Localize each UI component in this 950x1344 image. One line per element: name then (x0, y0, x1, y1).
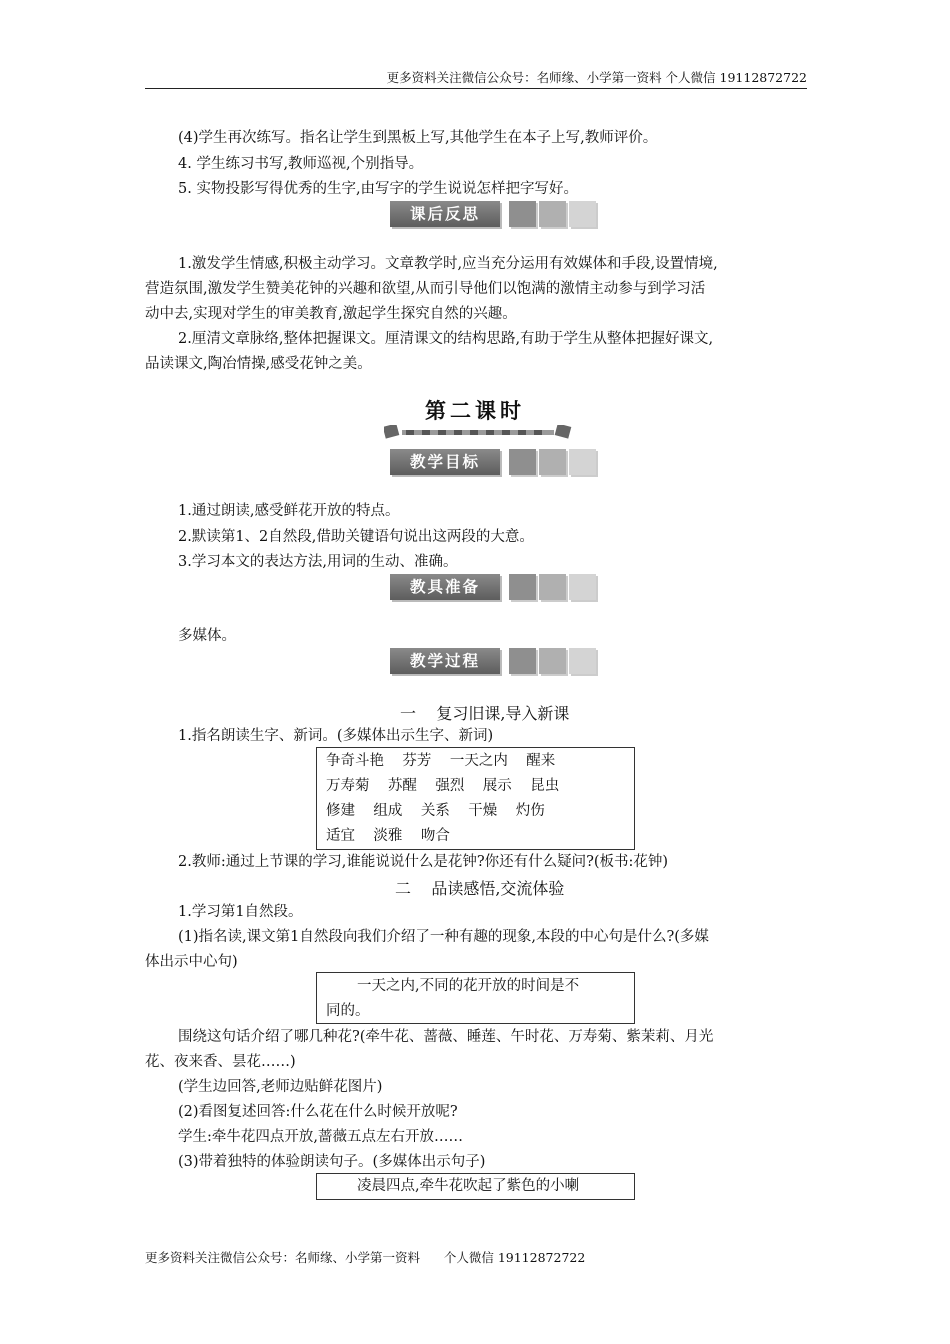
text-line: 1.指名朗读生字、新词。(多媒体出示生字、新词) (178, 728, 494, 744)
text-line: 营造氛围,激发学生赞美花钟的兴趣和欲望,从而引导他们以饱满的激情主动参与到学习活 (145, 281, 706, 297)
banner-goals (390, 449, 596, 475)
text-line: 花、夜来香、昙花……) (145, 1054, 296, 1070)
vocab-row: 争奇斗艳 芬芳 一天之内 醒来 (326, 753, 556, 769)
section-title: 一 复习旧课,导入新课 (400, 704, 570, 723)
banner-square (509, 648, 536, 674)
center-sentence-box (316, 972, 635, 1024)
vocab-row: 修建 组成 关系 干燥 灼伤 (326, 803, 545, 819)
banner-square (509, 574, 536, 600)
text-line: (2)看图复述回答:什么花在什么时候开放呢? (178, 1104, 458, 1120)
text-line: 体出示中心句) (145, 954, 238, 970)
banner-square (539, 574, 566, 600)
header-text: 更多资料关注微信公众号：名师缘、小学第一资料 个人微信 19112872722 (386, 70, 807, 85)
text-line: (3)带着独特的体验朗读句子。(多媒体出示句子) (178, 1154, 486, 1170)
text-line: 1.学习第1自然段。 (178, 904, 303, 920)
box-text: 凌晨四点,牵牛花吹起了紫色的小喇 (357, 1178, 580, 1194)
text-line: (学生边回答,老师边贴鲜花图片) (178, 1079, 383, 1095)
banner-process (390, 648, 596, 674)
vocab-row: 万寿菊 苏醒 强烈 展示 昆虫 (326, 778, 560, 794)
text-line: 2.默读第1、2自然段,借助关键语句说出这两段的大意。 (178, 529, 534, 545)
text-line: (4)学生再次练写。指名让学生到黑板上写,其他学生在本子上写,教师评价。 (178, 130, 658, 146)
title-decoration (384, 425, 572, 439)
vocab-box (316, 747, 635, 850)
text-line: 学生:牵牛花四点开放,蔷薇五点左右开放…… (178, 1129, 463, 1145)
banner-square (569, 648, 596, 674)
text-line: (1)指名读,课文第1自然段向我们介绍了一种有趣的现象,本段的中心句是什么?(多媒 (178, 929, 709, 945)
lesson-title: 第二课时 (425, 399, 525, 423)
sentence-box (316, 1173, 635, 1200)
text-line: 1.通过朗读,感受鲜花开放的特点。 (178, 503, 400, 519)
banner-square (569, 449, 596, 475)
text-line: 品读课文,陶冶情操,感受花钟之美。 (145, 356, 372, 372)
box-text: 同的。 (326, 1003, 370, 1019)
banner-label: 教具准备 (390, 574, 500, 600)
text-line: 1.激发学生情感,积极主动学习。文章教学时,应当充分运用有效媒体和手段,设置情境, (178, 256, 718, 272)
text-line: 围绕这句话介绍了哪几种花?(牵牛花、蔷薇、睡莲、午时花、万寿菊、紫茉莉、月光 (178, 1029, 714, 1045)
banner-label: 教学目标 (390, 449, 500, 475)
text-line: 3.学习本文的表达方法,用词的生动、准确。 (178, 554, 458, 570)
banner-square (569, 574, 596, 600)
page-footer: 更多资料关注微信公众号：名师缘、小学第一资料 个人微信 19112872722 (145, 1250, 586, 1265)
banner-label: 教学过程 (390, 648, 500, 674)
banner-square (569, 201, 596, 227)
text-line: 2.教师:通过上节课的学习,谁能说说什么是花钟?你还有什么疑问?(板书:花钟) (178, 854, 669, 870)
banner-label: 课后反思 (390, 201, 500, 227)
banner-square (539, 201, 566, 227)
vocab-row: 适宜 淡雅 吻合 (326, 828, 450, 844)
text-line: 2.厘清文章脉络,整体把握课文。厘清课文的结构思路,有助于学生从整体把握好课文, (178, 331, 714, 347)
banner-square (509, 449, 536, 475)
text-line: 4. 学生练习书写,教师巡视,个别指导。 (178, 156, 424, 172)
text-line: 多媒体。 (178, 628, 236, 644)
section-title: 二 品读感悟,交流体验 (395, 879, 565, 898)
banner-reflection (390, 201, 596, 227)
box-text: 一天之内,不同的花开放的时间是不 (357, 978, 580, 994)
banner-square (539, 648, 566, 674)
text-line: 5. 实物投影写得优秀的生字,由写字的学生说说怎样把字写好。 (178, 181, 579, 197)
text-line: 动中去,实现对学生的审美教育,激起学生探究自然的兴趣。 (145, 306, 517, 322)
banner-square (509, 201, 536, 227)
banner-prep (390, 574, 596, 600)
banner-square (539, 449, 566, 475)
page-header (145, 66, 807, 89)
